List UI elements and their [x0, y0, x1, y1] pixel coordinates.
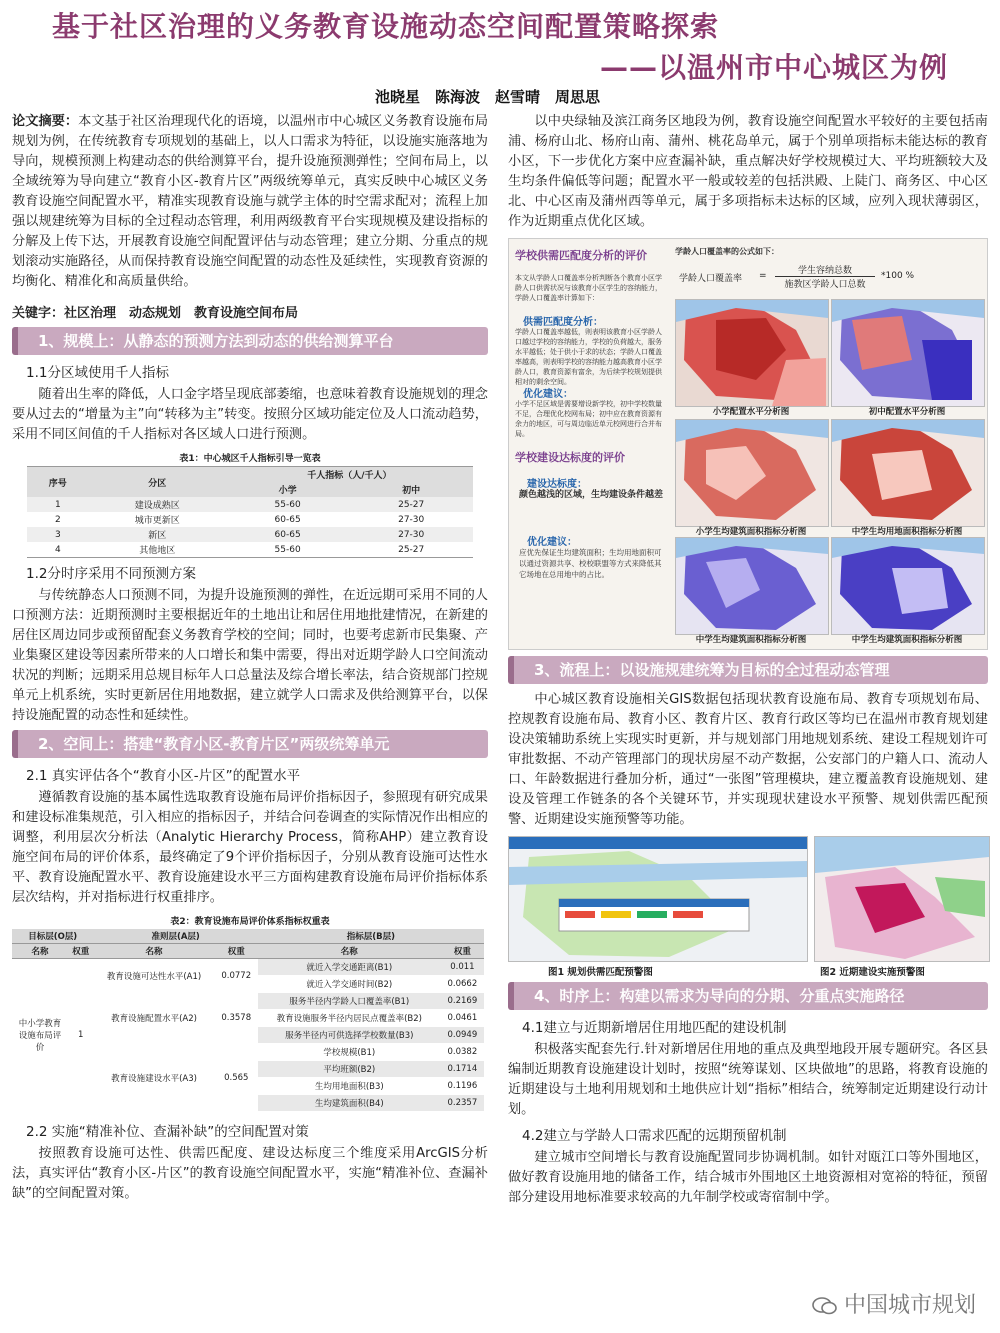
- panel-heading-match: 学校供需匹配度分析的评价: [515, 249, 647, 262]
- t1-h-zone: 分区: [89, 467, 226, 498]
- watermark-text: 中国城市规划: [843, 1293, 976, 1318]
- table-row: [27, 497, 473, 512]
- cell: 其他地区: [89, 542, 226, 558]
- t2-a2-weight: 0.3578: [215, 993, 258, 1044]
- table-row: [27, 512, 473, 527]
- abstract-text: 本文基于社区治理现代化的语境，以温州市中心城区义务教育设施布局规划为例，在传统教育专项规划的基础上，以人口需求为特征，以设施实施落地为导向，规模预测上构建动态的供给测算平台，提升设施预测弹性；空间布局上，以全域统筹为导向建立“教育小区-教育片区”两级统筹单元，真实反映中心城区义务教育设施空间配置水平，精准实现教育设施与就学主体的时空需求配对；流程上加强以规建统筹为目标的全过程动态管理，利用两级教育平台实现规模及建设指标的分解及上传下达，开展教育设施空间配置评估与动态管理；建立分期、分重点的规划滚动实施路径，从而保持教育设施空间配置的动态性及延续性，实现教育资源的均衡化、精准化和高质量供给。: [12, 114, 489, 289]
- map-middle-floor-area-a: [675, 537, 829, 635]
- map-label: 中学生均建筑面积指标分析图: [695, 635, 807, 645]
- map-middle-floor-area-b-graphic: [832, 538, 984, 634]
- t1-h-index: 序号: [27, 467, 89, 498]
- title-line-2: ——以温州市中心城区为例: [599, 51, 948, 84]
- cell: 1: [27, 497, 89, 512]
- para-2-1: 遵循教育设施的基本属性选取教育设施布局评价指标因子，参照现有研究成果和建设标准集规范，引入相应的指标因子，并结合问卷调查的实际情况作出相应的调整，利用层次分析法（Analytic Hierarchy Process，简称AHP）建立教育设施空间布局的评价体系，最终确定了9个评价指标因子，分别从教育设施可达性水平、教育设施配置水平、教育设施建设水平三方面构建教育设施布局评价指标体系层次结构，并对指标进行权重排序。: [12, 790, 488, 905]
- table-row: [12, 959, 484, 976]
- cell: 学校规模(B1): [258, 1044, 441, 1061]
- cell: 27-30: [349, 527, 473, 542]
- cell: 0.2357: [441, 1095, 484, 1112]
- cell: 0.1196: [441, 1078, 484, 1095]
- para-3: 中心城区教育设施相关GIS数据包括现状教育设施布局、教育专项规划布局、控规教育设施布局、教育小区、教育片区、教育行政区等均已在温州市教育规划建设决策辅助系统上实现实时更新，并与规划部门用地规划系统、建设工程规划许可审批数据、不动产管理部门的现状房屋不动产数据，公安部门的户籍人口、流动人口、年龄数据进行叠加分析，通过“一张图”管理模块，建立覆盖教育设施规划、建设及管理工作链条的各个关键环节，并实现现状建设水平预警、规划供需匹配预警、近期建设实施预警等功能。: [508, 692, 988, 827]
- cell: 60-65: [226, 512, 350, 527]
- section-4-header: 4、时序上：构建以需求为导向的分期、分重点实施路径: [508, 982, 988, 1010]
- t2-a1-weight: 0.0772: [215, 959, 258, 993]
- cell: 平均班额(B2): [258, 1061, 441, 1078]
- t1-h-middle: 初中: [349, 482, 473, 497]
- panel-heading-opt2: 优化建议：: [527, 537, 577, 548]
- subhead-2-1: 2.1 真实评估各个“教育小区-片区”的配置水平: [26, 768, 301, 784]
- formula-equals: =: [759, 271, 767, 281]
- t2-h-name: 名称: [258, 944, 441, 959]
- formula-numerator: 学生容纳总数: [775, 263, 875, 277]
- t2-h-weight: 权重: [441, 944, 484, 959]
- cell: 0.1714: [441, 1061, 484, 1078]
- formula-tail: *100 %: [881, 271, 915, 281]
- map-middle-land-area: [831, 419, 985, 527]
- cell: 0.0461: [441, 1010, 484, 1027]
- cell: 2: [27, 512, 89, 527]
- section-2-header: 2、空间上：搭建“教育小区-教育片区”两级统筹单元: [12, 730, 488, 758]
- cell: 教育设施服务半径内居民点覆盖率(B2): [258, 1010, 441, 1027]
- map-primary-config: [675, 299, 829, 407]
- formula: [679, 263, 979, 291]
- panel-heading-standard: 学校建设达标度的评价: [515, 451, 625, 464]
- left-column: [12, 112, 488, 1208]
- table-row: [27, 542, 473, 558]
- para-4-1: 积极落实配套先行.针对新增居住用地的重点及典型地段开展专题研究。各区县编制近期教育设施建设计划时，按照“统筹谋划、区块做地”的思路，将教育设施的近期建设与土地利用规划和土地供应计划“指标”相结合，统筹制定近期建设行动计划。: [508, 1042, 988, 1117]
- t1-h-primary: 小学: [226, 482, 350, 497]
- t2-h-criteria: 准则层(A层): [93, 929, 257, 944]
- panel-opt1-text: 小学不足区域是需要增设新学校，初中学校数量不足，合理优化校网布局；初中应在教育资源有余力的地区，可与周边临近单元校网进行合并布局。: [515, 400, 662, 438]
- cell: 3: [27, 527, 89, 542]
- section-1-header: 1、规模上：从静态的预测方法到动态的供给测算平台: [12, 327, 488, 355]
- cell: 就近入学交通距离(B1): [258, 959, 441, 976]
- section-3-header: 3、流程上：以设施规建统筹为目标的全过程动态管理: [508, 656, 988, 684]
- t2-h-target: 目标层(O层): [12, 929, 93, 944]
- authors: 池晓星 陈海波 赵雪晴 周思思: [375, 88, 601, 106]
- figure-2-image: [814, 836, 990, 962]
- t2-target-name: 中小学教育设施布局评价: [12, 959, 68, 1112]
- cell: 4: [27, 542, 89, 558]
- map-label: 小学配置水平分析图: [712, 407, 790, 417]
- figure-2-caption: 图2 近期建设实施预警图: [820, 967, 925, 978]
- subhead-2-2: 2.2 实施“精准补位、查漏补缺”的空间配置对策: [26, 1124, 309, 1140]
- cell: 新区: [89, 527, 226, 542]
- panel-heading-supply: 供需匹配度分析：: [523, 317, 603, 328]
- para-1-1: 随着出生率的降低，人口金字塔呈现底部萎缩，也意味着教育设施规划的理念要从过去的“增量为主”向“转移为主”转变。按照分区域功能定位及人口流动趋势，采用不同区间值的千人指标对各区域人口进行预测。: [12, 387, 488, 442]
- figure-1-graphic: [509, 837, 807, 961]
- abstract: [12, 112, 488, 292]
- para-2-2: 按照教育设施可达性、供需匹配度、建设达标度三个维度采用ArcGIS分析法，真实评估“教育小区-片区”的教育设施空间配置水平，实施“精准补位、查漏补缺”的空间配置对策。: [12, 1146, 488, 1201]
- map-label: 中学生均用地面积指标分析图: [851, 527, 963, 537]
- t2-h-weight: 权重: [215, 944, 258, 959]
- figure-1-image: [508, 836, 808, 962]
- panel-std-text: 颜色越浅的区域，生均建设条件越差: [519, 490, 664, 500]
- watermark: [812, 1288, 976, 1319]
- map-primary-floor-area: [675, 419, 829, 527]
- cell: 0.011: [441, 959, 484, 976]
- cell: 城市更新区: [89, 512, 226, 527]
- map-middle-floor-area-b: [831, 537, 985, 635]
- cell: 建设成熟区: [89, 497, 226, 512]
- map-label: 初中配置水平分析图: [868, 407, 946, 417]
- subhead-4-1: 4.1建立与近期新增居住用地匹配的建设机制: [522, 1020, 787, 1036]
- t2-h-name: 名称: [93, 944, 214, 959]
- panel-supply-text: 学龄人口覆盖率越低，则表明该教育小区学龄人口越过学校的容纳能力，学校的负荷越大，服务水平越低；处于供小于求的状态；学龄人口覆盖率越高，则表明学校的容纳能力越高教育小区学龄人口，教育资源有富余，为后续学校规划提供相对的剩余空间。: [515, 328, 662, 386]
- formula-denominator: 施教区学龄人口总数: [784, 280, 866, 290]
- panel-intro: 本文从学龄人口覆盖率分析判断各个教育小区学龄人口供需状况与该教育小区学生的容纳能力，学龄人口覆盖率计算如下：: [515, 274, 662, 302]
- t2-h-name: 名称: [12, 944, 68, 959]
- t2-h-index: 指标层(B层): [258, 929, 484, 944]
- t2-h-weight: 权重: [68, 944, 93, 959]
- cell: 60-65: [226, 527, 350, 542]
- panel-opt2-text: 应优先保证生均建筑面积；生均用地面积可以通过资源共享、校校联盟等方式来降低其它场地在总用地中的占比。: [519, 548, 662, 579]
- table2: [12, 929, 484, 1112]
- para-right-1: 以中央绿轴及滨江商务区地段为例，教育设施空间配置水平较好的主要包括南浦、杨府山北、杨府山南、蒲州、桃花岛单元，属于个别单项指标未能达标的教育小区，下一步优化方案中应查漏补缺，重点解决好学校规模过大、平均班额较大及生均条件偏低等问题；配置水平一般或较差的包括洪殿、上陡门、商务区、中心区北、中心区南及蒲州西等单元，属于多项指标未达标的区域，应列入现状薄弱区，作为近期重点优化区域。: [508, 114, 988, 229]
- t2-a2-name: 教育设施配置水平(A2): [93, 993, 214, 1044]
- table2-caption: 表2：教育设施布局评价体系指标权重表: [170, 917, 330, 927]
- subhead-1-2: 1.2分时序采用不同预测方案: [26, 566, 196, 582]
- table-row: [27, 527, 473, 542]
- cell: 55-60: [226, 497, 350, 512]
- map-middle-land-area-graphic: [832, 420, 984, 526]
- map-middle-floor-area-a-graphic: [676, 538, 828, 634]
- para-1-2: 与传统静态人口预测不同，为提升设施预测的弹性，在近远期可采用不同的人口预测方法：近期预测时主要根据近年的土地出让和居住用地批建情况，在新建的居住区周边同步或预留配套义务教育学校的空间；同时，也要考虑新市民集聚、产业集聚区建设等因素所带来的人口增长和集中需要，得出对近期学龄人口空间流动状况的判断；远期采用总规目标年人口总量法及综合增长率法，结合资规部门控规单元上机系统，实时更新居住用地数据，建立就学人口需求及供给测算平台，以保持设施配置的动态性和延续性。: [12, 588, 488, 723]
- formula-title: 学龄人口覆盖率的公式如下：: [675, 247, 779, 256]
- table1-caption: 表1：中心城区千人指标引导一览表: [179, 454, 321, 464]
- cell: 27-30: [349, 512, 473, 527]
- map-primary-floor-area-graphic: [676, 420, 828, 526]
- wechat-icon: [812, 1296, 838, 1316]
- para-4-2: 建立城市空间增长与教育设施配置同步协调机制。如针对瓯江口等外围地区，做好教育设施用地的储备工作，结合城市外围地区土地资源相对宽裕的特征，预留部分建设用地标准要求较高的九年制学校或寄宿制中学。: [508, 1150, 988, 1205]
- panel-heading-opt1: 优化建议：: [523, 389, 573, 400]
- panel-heading-std: 建设达标度：: [527, 479, 587, 490]
- cell: 生均建筑面积(B4): [258, 1095, 441, 1112]
- cell: 服务半径内可供选择学校数量(B3): [258, 1027, 441, 1044]
- cell: 生均用地面积(B3): [258, 1078, 441, 1095]
- cell: 0.0949: [441, 1027, 484, 1044]
- cell: 服务半径内学龄人口覆盖率(B1): [258, 993, 441, 1010]
- title-line-1: 基于社区治理的义务教育设施动态空间配置策略探索: [52, 10, 720, 43]
- cell: 25-27: [349, 497, 473, 512]
- right-column: [508, 112, 988, 1212]
- formula-lhs: 学龄人口覆盖率: [679, 274, 743, 284]
- subhead-4-2: 4.2建立与学龄人口需求匹配的远期预留机制: [522, 1128, 787, 1144]
- t2-a1-name: 教育设施可达性水平(A1): [93, 959, 214, 993]
- cell: 25-27: [349, 542, 473, 558]
- cell: 0.0382: [441, 1044, 484, 1061]
- cell: 就近入学交通时间(B2): [258, 976, 441, 993]
- keywords: 关键字：社区治理 动态规划 教育设施空间布局: [12, 306, 299, 321]
- t2-a3-name: 教育设施建设水平(A3): [93, 1044, 214, 1112]
- screenshot-figures: [508, 836, 988, 978]
- cell: 0.0662: [441, 976, 484, 993]
- t1-h-indicator: 千人指标（人/千人）: [226, 467, 473, 483]
- cell: 55-60: [226, 542, 350, 558]
- t2-target-weight: 1: [68, 959, 93, 1112]
- map-primary-config-graphic: [676, 300, 828, 406]
- abstract-label: 论文摘要：: [12, 114, 79, 129]
- subhead-1-1: 1.1分区域使用千人指标: [26, 365, 169, 381]
- map-middle-config-graphic: [832, 300, 984, 406]
- analysis-figure-panel: [508, 238, 988, 650]
- figure-1-caption: 图1 规划供需匹配预警图: [548, 967, 653, 978]
- table1: [27, 466, 473, 558]
- map-label: 中学生均建筑面积指标分析图: [851, 635, 963, 645]
- cell: 0.2169: [441, 993, 484, 1010]
- map-middle-config: [831, 299, 985, 407]
- map-label: 小学生均建筑面积指标分析图: [695, 527, 807, 537]
- figure-2-graphic: [815, 837, 989, 961]
- t2-a3-weight: 0.565: [215, 1044, 258, 1112]
